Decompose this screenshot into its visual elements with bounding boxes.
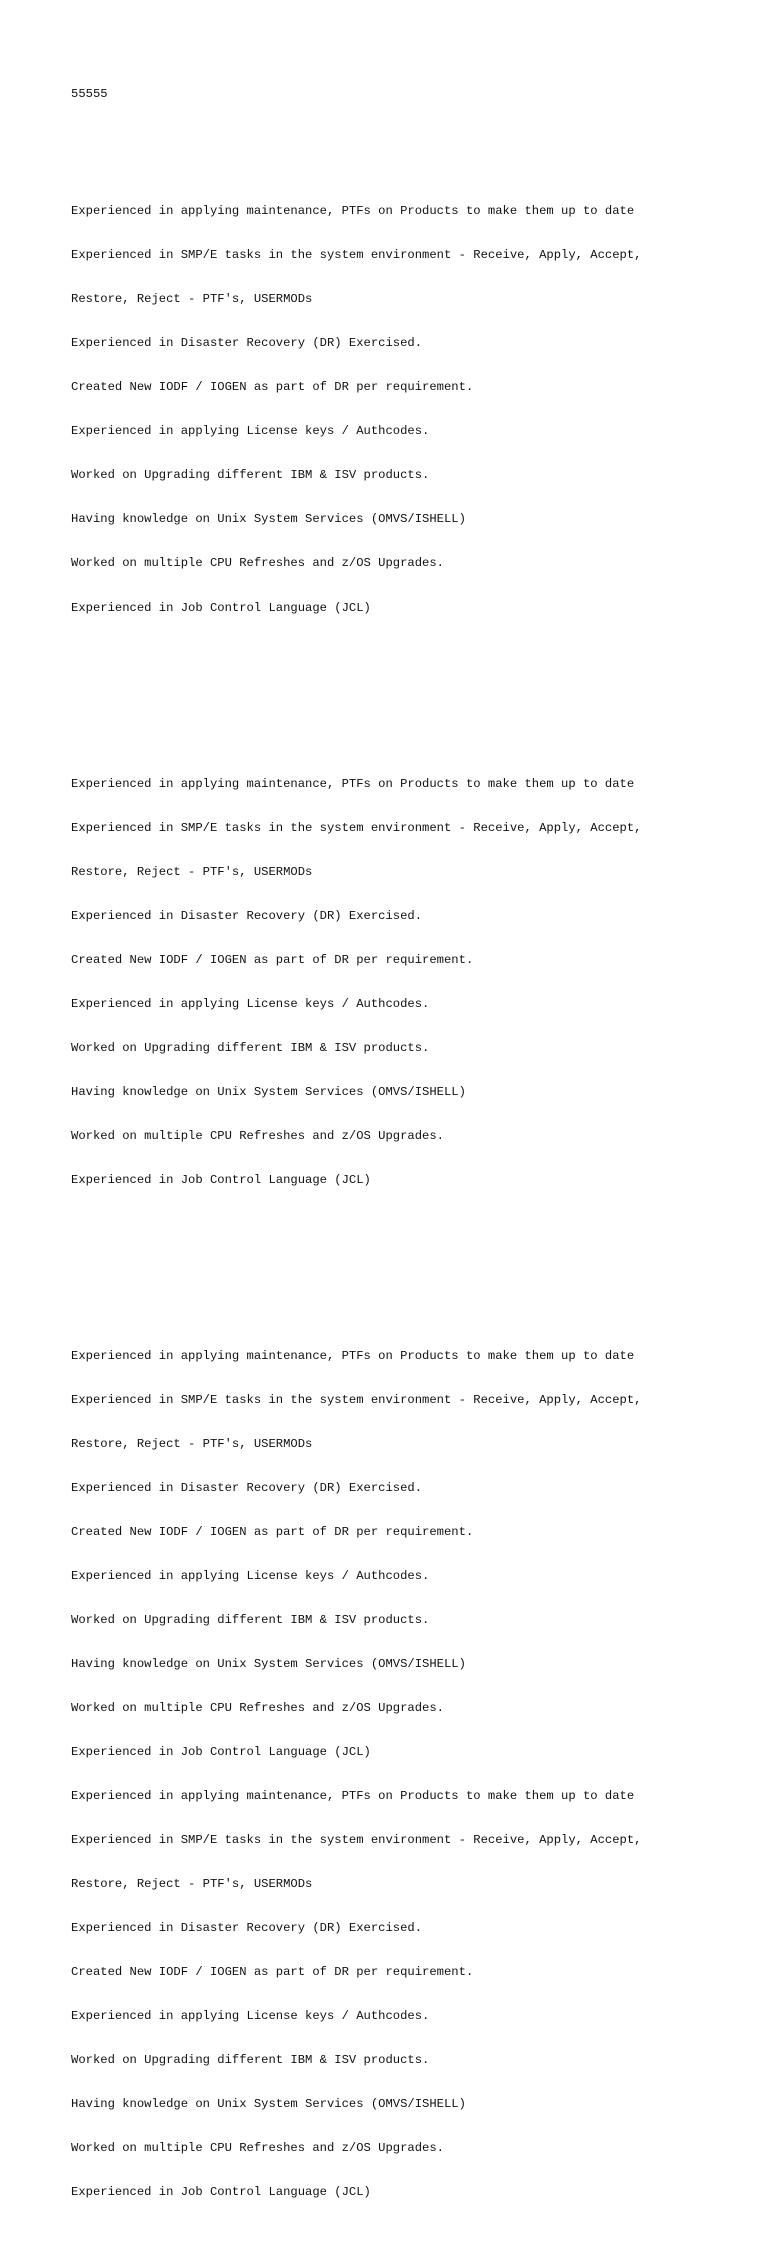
- text-line: Having knowledge on Unix System Services (OMVS/ISHELL): [71, 1656, 466, 1671]
- text-line: Worked on multiple CPU Refreshes and z/OS Upgrades.: [71, 2141, 444, 2156]
- text-line: Worked on multiple CPU Refreshes and z/OS Upgrades.: [71, 1700, 444, 1715]
- text-line: Created New IODF / IOGEN as part of DR per requirement.: [71, 952, 474, 967]
- text-line: Experienced in Disaster Recovery (DR) Exercised.: [71, 1480, 423, 1495]
- text-line: Experienced in applying License keys / Authcodes.: [71, 1568, 430, 1583]
- text-line: Created New IODF / IOGEN as part of DR per requirement.: [71, 1964, 474, 1979]
- text-line: Restore, Reject - PTF's, USERMODs: [71, 864, 313, 879]
- text-line: Experienced in Job Control Language (JCL): [71, 2185, 371, 2200]
- text-line: Worked on Upgrading different IBM & ISV products.: [71, 2052, 430, 2067]
- text-line: Worked on multiple CPU Refreshes and z/OS Upgrades.: [71, 556, 444, 571]
- text-line: Worked on multiple CPU Refreshes and z/OS Upgrades.: [71, 1128, 444, 1143]
- text-line: Experienced in applying maintenance, PTFs on Products to make them up to date: [71, 204, 635, 219]
- text-line: Experienced in SMP/E tasks in the system environment - Receive, Apply, Accept,: [71, 1392, 642, 1407]
- text-line: Experienced in Job Control Language (JCL): [71, 1172, 371, 1187]
- text-line: Experienced in SMP/E tasks in the system environment - Receive, Apply, Accept,: [71, 1832, 642, 1847]
- text-line: Restore, Reject - PTF's, USERMODs: [71, 1436, 313, 1451]
- text-block-2: [71, 747, 731, 1217]
- text-line: Experienced in SMP/E tasks in the system environment - Receive, Apply, Accept,: [71, 820, 642, 835]
- text-line: Restore, Reject - PTF's, USERMODs: [71, 292, 313, 307]
- text-line: Experienced in applying License keys / Authcodes.: [71, 424, 430, 439]
- text-line: Having knowledge on Unix System Services (OMVS/ISHELL): [71, 1084, 466, 1099]
- text-line: Worked on Upgrading different IBM & ISV products.: [71, 1040, 430, 1055]
- text-line: Experienced in applying License keys / Authcodes.: [71, 996, 430, 1011]
- text-line: Experienced in applying maintenance, PTFs on Products to make them up to date: [71, 1348, 635, 1363]
- text-line: Experienced in applying maintenance, PTFs on Products to make them up to date: [71, 1788, 635, 1803]
- text-block-3: [71, 1319, 731, 2229]
- text-line: Experienced in applying License keys / Authcodes.: [71, 2008, 430, 2023]
- text-line: Restore, Reject - PTF's, USERMODs: [71, 1876, 313, 1891]
- text-line: Experienced in applying maintenance, PTFs on Products to make them up to date: [71, 776, 635, 791]
- text-line: Experienced in Disaster Recovery (DR) Exercised.: [71, 336, 423, 351]
- text-line: Worked on Upgrading different IBM & ISV products.: [71, 1612, 430, 1627]
- text-line: Created New IODF / IOGEN as part of DR per requirement.: [71, 380, 474, 395]
- text-line: Experienced in Disaster Recovery (DR) Exercised.: [71, 1920, 423, 1935]
- text-line: Experienced in Disaster Recovery (DR) Exercised.: [71, 908, 423, 923]
- text-block-1: [71, 175, 731, 645]
- text-line: Experienced in Job Control Language (JCL): [71, 1744, 371, 1759]
- text-line: Experienced in Job Control Language (JCL): [71, 600, 371, 615]
- text-line: Created New IODF / IOGEN as part of DR per requirement.: [71, 1524, 474, 1539]
- text-line: Worked on Upgrading different IBM & ISV products.: [71, 468, 430, 483]
- block-spacer: [71, 674, 731, 689]
- document-id: 55555: [71, 87, 108, 101]
- text-line: Having knowledge on Unix System Services (OMVS/ISHELL): [71, 2097, 466, 2111]
- document-body: [71, 131, 731, 2258]
- block-spacer: [71, 1246, 731, 1261]
- text-line: Having knowledge on Unix System Services (OMVS/ISHELL): [71, 512, 466, 527]
- text-line: Experienced in SMP/E tasks in the system environment - Receive, Apply, Accept,: [71, 248, 642, 263]
